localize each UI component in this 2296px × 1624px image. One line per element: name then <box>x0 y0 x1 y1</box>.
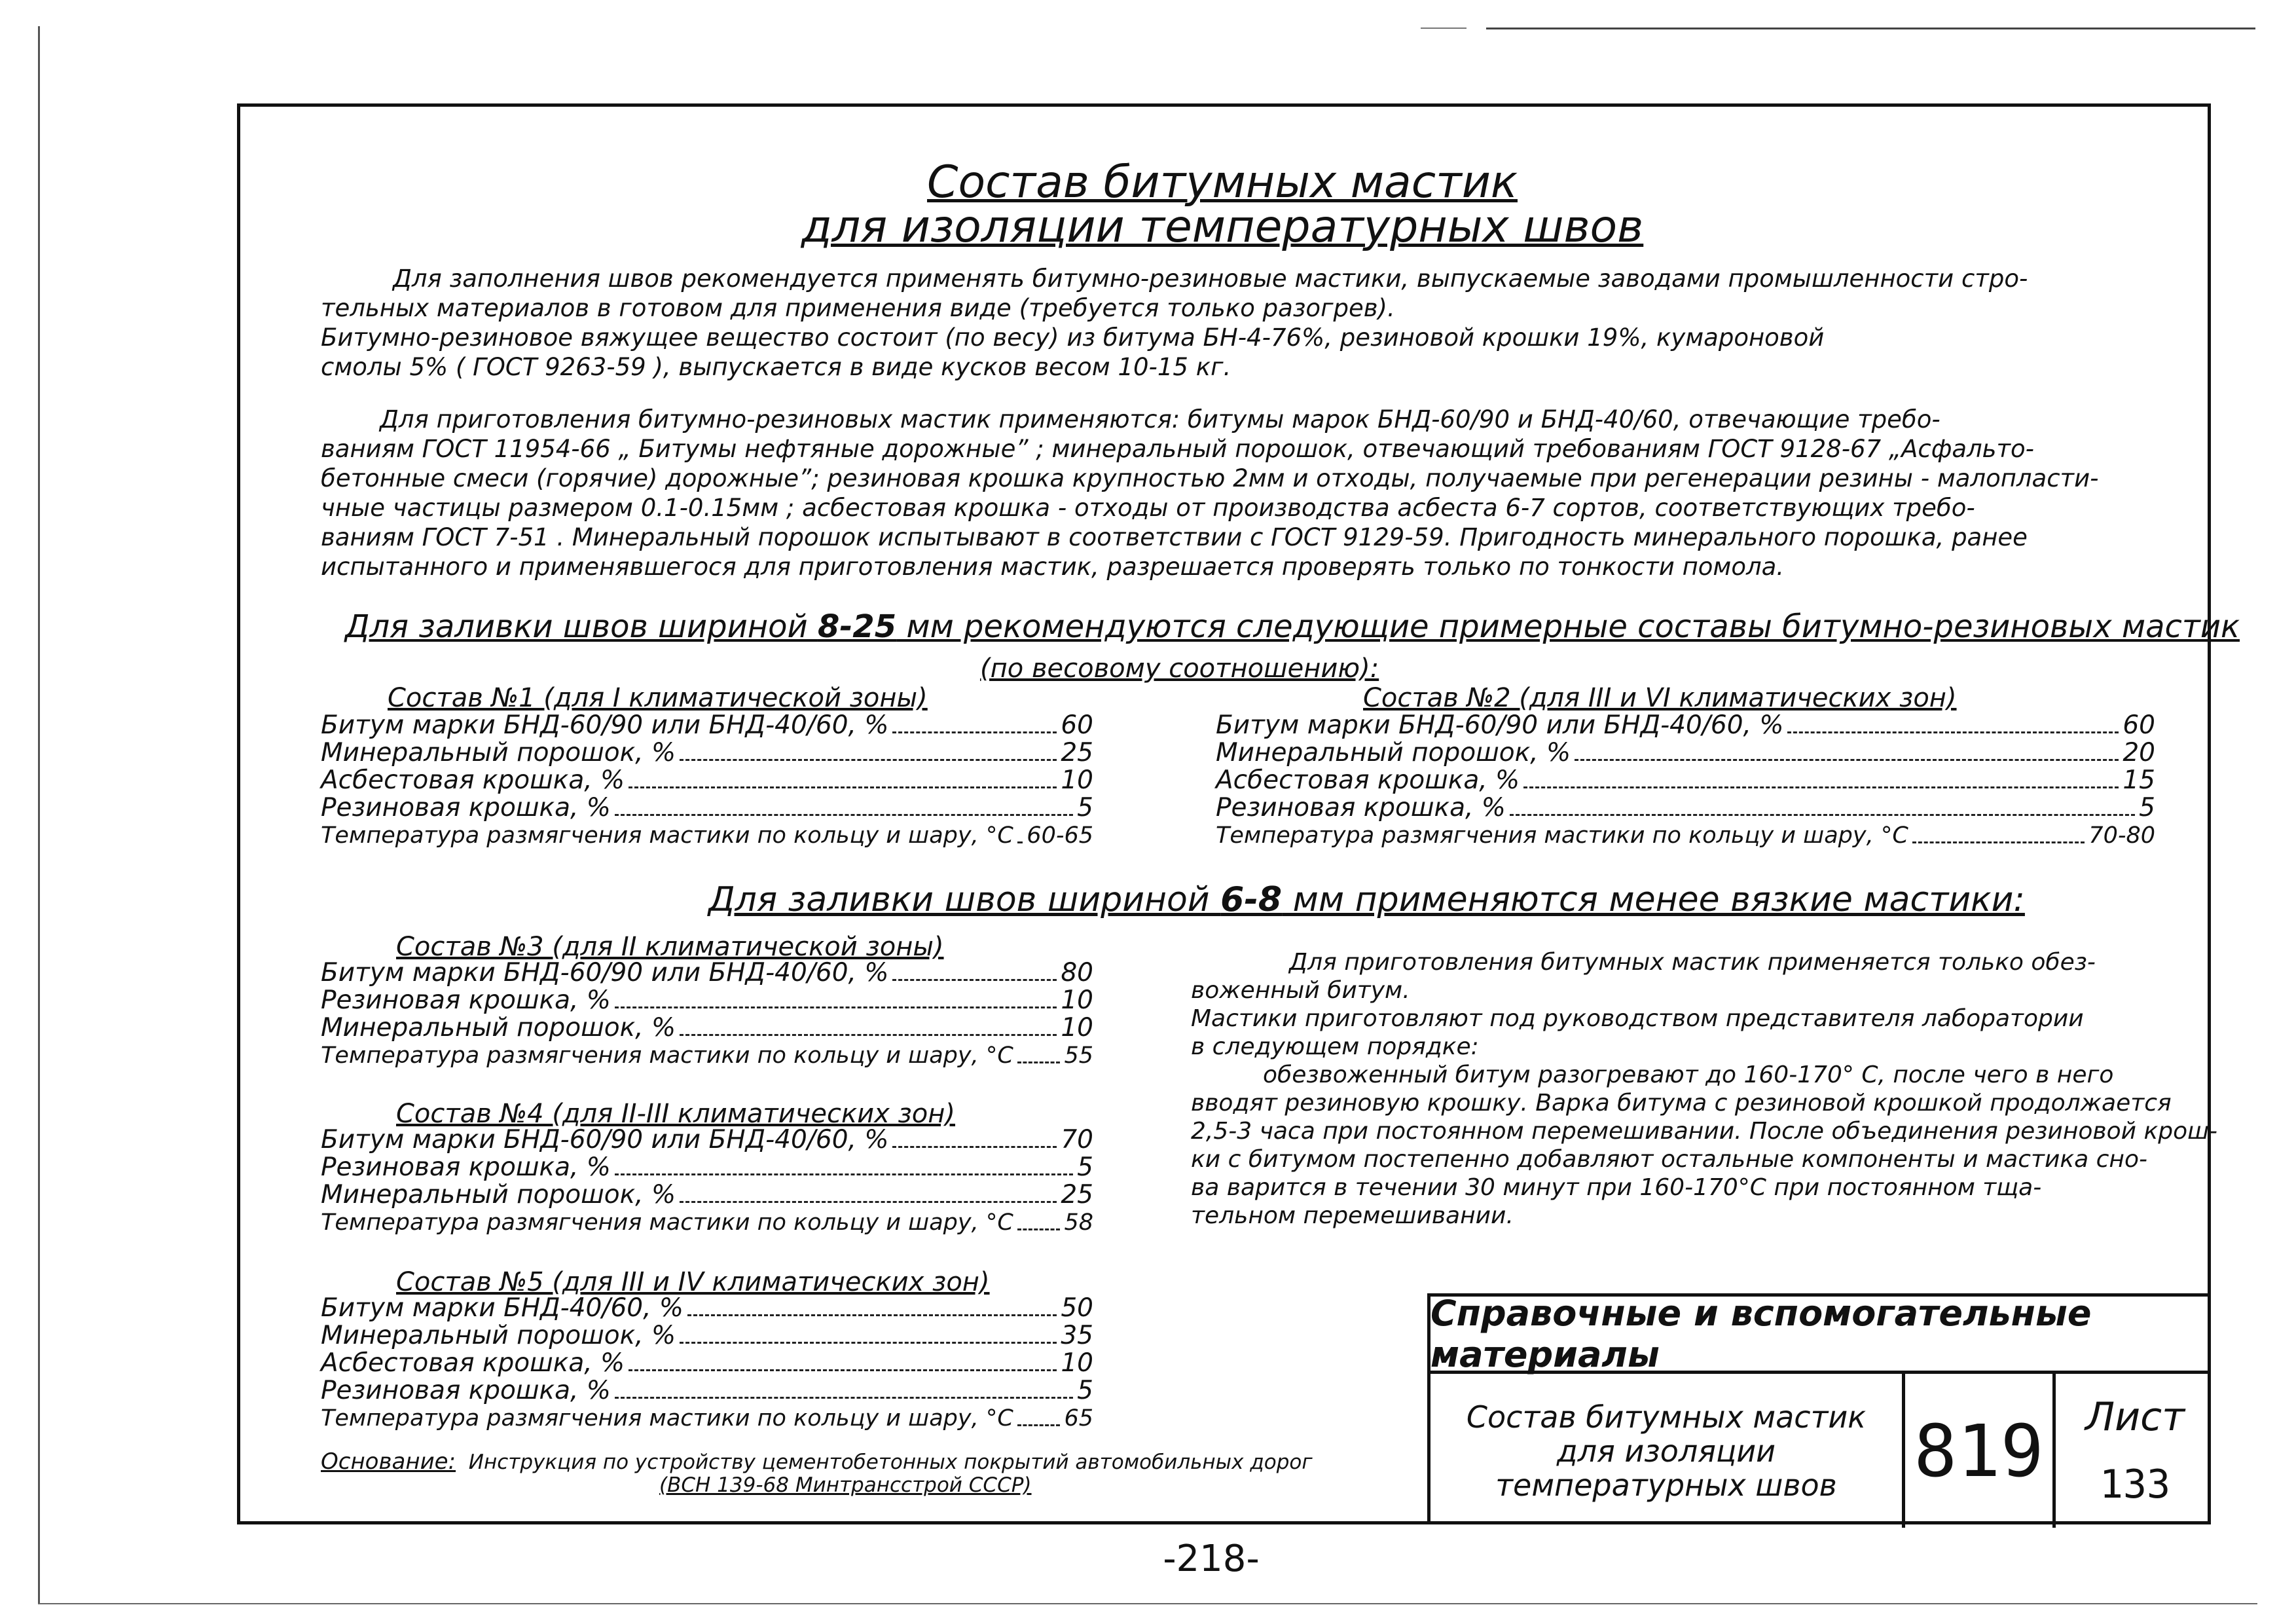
row-value: 60 <box>2123 710 2155 740</box>
row-label: Температура размягчения мастики по кольцу и шару, °С <box>1216 822 1908 849</box>
section-2-heading-part: Для заливки швов шириной <box>708 880 1221 919</box>
leader-dashes <box>680 1034 1057 1036</box>
section-1-width-range: 8-25 <box>817 608 897 645</box>
composition-4-row <box>321 1182 1093 1208</box>
composition-1-row <box>321 740 1093 766</box>
leader-dashes <box>1017 1424 1061 1426</box>
row-value: 25 <box>1061 1180 1093 1209</box>
composition-4-row <box>321 1154 1093 1181</box>
row-label: Асбестовая крошка, % <box>321 1348 625 1378</box>
composition-5-title: Состав №5 (для III и IV климатических зон) <box>396 1267 990 1297</box>
row-label: Минеральный порошок, % <box>321 738 676 767</box>
basis-label: Основание: <box>321 1449 456 1475</box>
preparation-line: Для приготовления битумных мастик применяется только обез- <box>1289 949 2096 976</box>
leader-dashes <box>1575 759 2119 761</box>
section-1-heading-part: Для заливки швов шириной <box>345 608 818 645</box>
composition-3-row <box>321 960 1093 986</box>
bottom-edge-line <box>38 1603 2257 1604</box>
row-value: 10 <box>1061 766 1093 795</box>
leader-dashes <box>892 1146 1057 1148</box>
row-label: Температура размягчения мастики по кольцу и шару, °С <box>321 1043 1013 1069</box>
composition-5-row <box>321 1378 1093 1404</box>
title-line-1: Состав битумных мастик <box>927 157 1518 208</box>
leader-dashes <box>629 1369 1057 1371</box>
preparation-line: в следующем порядке: <box>1191 1033 1479 1060</box>
section-2-heading <box>708 880 2025 919</box>
intro-p2-line: ваниям ГОСТ 7-51 . Минеральный порошок испытывают в соответствии с ГОСТ 9129-59. Пригодность минерального порошка, ранее <box>321 523 2028 551</box>
row-value: 25 <box>1061 738 1093 767</box>
section-2-heading-part: мм применяются менее вязкие мастики: <box>1282 880 2025 919</box>
sheet-number: 133 <box>2099 1462 2171 1508</box>
leader-dashes <box>892 979 1057 981</box>
row-label: Резиновая крошка, % <box>321 793 611 822</box>
leader-dashes <box>629 786 1057 788</box>
row-label: Асбестовая крошка, % <box>321 766 625 795</box>
leader-dashes <box>687 1314 1057 1316</box>
preparation-line: ва варится в течении 30 минут при 160-170°С при постоянном тща- <box>1191 1174 2042 1201</box>
composition-2-row <box>1216 767 2155 794</box>
leader-dashes <box>1510 814 2135 816</box>
leader-dashes <box>1017 1228 1061 1230</box>
top-edge-line-short <box>1421 28 1467 29</box>
sheet-label: Лист <box>2085 1393 2185 1440</box>
row-label: Минеральный порошок, % <box>321 1180 676 1209</box>
composition-5-row <box>321 1295 1093 1321</box>
composition-2-title: Состав №2 (для III и VI климатических зон) <box>1363 683 1957 713</box>
row-value: 5 <box>1077 1153 1093 1182</box>
section-1-heading <box>345 608 2240 645</box>
row-label: Температура размягчения мастики по кольцу и шару, °С <box>321 1405 1013 1431</box>
composition-3-row <box>321 1015 1093 1041</box>
composition-3-row <box>321 1043 1093 1069</box>
preparation-line: Мастики приготовляют под руководством представителя лаборатории <box>1191 1005 2084 1032</box>
composition-1-row <box>321 712 1093 739</box>
title-block-sheet-name <box>1430 1374 1905 1528</box>
leader-dashes <box>1523 786 2119 788</box>
section-1-heading-part: мм рекомендуются следующие примерные составы битумно-резиновых мастик <box>896 608 2240 645</box>
leader-dashes <box>892 731 1057 733</box>
intro-p1-line: смолы 5% ( ГОСТ 9263-59 ), выпускается в виде кусков весом 10-15 кг. <box>321 353 1231 381</box>
preparation-text <box>1191 948 2217 1230</box>
composition-4-row <box>321 1209 1093 1236</box>
row-value: 65 <box>1064 1405 1093 1431</box>
row-label: Битум марки БНД-60/90 или БНД-40/60, % <box>321 1125 889 1154</box>
row-value: 50 <box>1061 1293 1093 1323</box>
composition-4-title: Состав №4 (для II-III климатических зон) <box>396 1099 955 1129</box>
composition-2-row <box>1216 740 2155 766</box>
row-value: 35 <box>1061 1321 1093 1350</box>
row-label: Битум марки БНД-60/90 или БНД-40/60, % <box>321 958 889 987</box>
title-block-sheet <box>2056 1374 2214 1528</box>
top-edge-line <box>1486 28 2255 29</box>
sheet-name-line: для изоляции <box>1556 1433 1776 1469</box>
row-value: 5 <box>1077 1376 1093 1405</box>
leader-dashes <box>1912 841 2085 843</box>
section-1-subheading: (по весовому соотношению): <box>980 654 1379 684</box>
row-value: 10 <box>1061 1348 1093 1378</box>
composition-1-row <box>321 822 1093 849</box>
row-label: Резиновая крошка, % <box>1216 793 1506 822</box>
row-value: 10 <box>1061 1013 1093 1043</box>
row-value: 80 <box>1061 958 1093 987</box>
intro-p2-line: ваниям ГОСТ 11954-66 „ Битумы нефтяные дорожные” ; минеральный порошок, отвечающий требованиям ГОСТ 9128-67 „Асфальто- <box>321 435 2035 463</box>
composition-3-title: Состав №3 (для II климатической зоны) <box>396 932 944 962</box>
row-label: Резиновая крошка, % <box>321 1376 611 1405</box>
composition-5-row <box>321 1350 1093 1376</box>
sheet-name-line: температурных швов <box>1495 1467 1837 1503</box>
intro-p1-line: Битумно-резиновое вяжущее вещество состоит (по весу) из битума БН-4-76%, резиновой крошки 19%, кумароновой <box>321 323 1825 352</box>
leader-dashes <box>680 1342 1057 1344</box>
intro-p2-line: чные частицы размером 0.1-0.15мм ; асбестовая крошка - отходы от производства асбеста 6-7 сортов, соответствующих требо- <box>321 494 1975 522</box>
row-value: 70-80 <box>2088 822 2155 849</box>
row-label: Битум марки БНД-60/90 или БНД-40/60, % <box>321 710 889 740</box>
preparation-line: ки с битумом постепенно добавляют остальные компоненты и мастика сно- <box>1191 1146 2147 1173</box>
preparation-line: тельном перемешивании. <box>1191 1202 1514 1229</box>
preparation-line: 2,5-3 часа при постоянном перемешивании. После объединения резиновой крош- <box>1191 1118 2218 1145</box>
intro-paragraph-2 <box>321 405 2099 581</box>
composition-1-row <box>321 795 1093 821</box>
composition-1-row <box>321 767 1093 794</box>
row-value: 60 <box>1061 710 1093 740</box>
leader-dashes <box>615 1173 1073 1175</box>
composition-5-row <box>321 1323 1093 1349</box>
intro-p2-line: бетонные смеси (горячие) дорожные”; резиновая крошка крупностью 2мм и отходы, получаемые при регенерации резины - малопласти- <box>321 464 2099 492</box>
left-binding-line <box>38 26 40 1604</box>
row-value: 5 <box>2139 793 2155 822</box>
leader-dashes <box>615 1397 1073 1399</box>
intro-p2-line: Для приготовления битумно-резиновых мастик применяются: битумы марок БНД-60/90 и БНД-40/60, отвечающие требо- <box>380 405 1941 434</box>
basis-text: Инструкция по устройству цементобетонных покрытий автомобильных дорог <box>468 1450 1313 1474</box>
leader-dashes <box>680 1201 1057 1203</box>
row-value: 60-65 <box>1027 822 1093 849</box>
composition-5-row <box>321 1405 1093 1431</box>
title-block-header: Справочные и вспомогательные материалы <box>1430 1297 2211 1374</box>
row-label: Битум марки БНД-60/90 или БНД-40/60, % <box>1216 710 1784 740</box>
leader-dashes <box>680 759 1057 761</box>
leader-dashes <box>1787 731 2119 733</box>
row-value: 55 <box>1064 1043 1093 1069</box>
row-label: Температура размягчения мастики по кольцу и шару, °С <box>321 1209 1013 1236</box>
title-line-2: для изоляции температурных швов <box>801 201 1644 253</box>
row-label: Асбестовая крошка, % <box>1216 766 1520 795</box>
row-value: 10 <box>1061 986 1093 1015</box>
row-label: Минеральный порошок, % <box>321 1013 676 1043</box>
preparation-line: обезвоженный битум разогревают до 160-170° С, после чего в него <box>1263 1061 2114 1088</box>
composition-2-row <box>1216 712 2155 739</box>
intro-p2-line: испытанного и применявшегося для приготовления мастик, разрешается проверять только по тонкости помола. <box>321 553 1785 581</box>
leader-dashes <box>615 1006 1057 1008</box>
leader-dashes <box>1017 1061 1061 1063</box>
intro-p1-line: Для заполнения швов рекомендуется применять битумно-резиновые мастики, выпускаемые заводами промышленности стро- <box>393 265 2028 293</box>
intro-paragraph-1 <box>321 264 2028 382</box>
row-label: Минеральный порошок, % <box>1216 738 1571 767</box>
row-label: Резиновая крошка, % <box>321 1153 611 1182</box>
row-label: Температура размягчения мастики по кольцу и шару, °С <box>321 822 1013 849</box>
preparation-line: вводят резиновую крошку. Варка битума с резиновой крошкой продолжается <box>1191 1090 2172 1116</box>
leader-dashes <box>615 814 1073 816</box>
title-block <box>1427 1293 2211 1524</box>
row-value: 70 <box>1061 1125 1093 1154</box>
row-value: 15 <box>2123 766 2155 795</box>
row-value: 5 <box>1077 793 1093 822</box>
composition-1-title: Состав №1 (для I климатической зоны) <box>388 683 928 713</box>
section-2-width-range: 6-8 <box>1220 880 1283 919</box>
row-label: Минеральный порошок, % <box>321 1321 676 1350</box>
row-value: 58 <box>1064 1209 1093 1236</box>
leader-dashes <box>1017 841 1023 843</box>
intro-p1-line: тельных материалов в готовом для применения виде (требуется только разогрев). <box>321 294 1395 322</box>
composition-4-row <box>321 1127 1093 1153</box>
sheet-name-line: Состав битумных мастик <box>1466 1399 1867 1435</box>
composition-2-row <box>1216 795 2155 821</box>
page-number: -218- <box>1163 1538 1260 1580</box>
composition-3-row <box>321 987 1093 1014</box>
composition-2-row <box>1216 822 2155 849</box>
title-block-number: 819 <box>1905 1374 2056 1528</box>
row-label: Резиновая крошка, % <box>321 986 611 1015</box>
row-label: Битум марки БНД-40/60, % <box>321 1293 683 1323</box>
basis-line <box>321 1450 1313 1473</box>
basis-reference: (ВСН 139-68 Минтрансстрой СССР) <box>659 1473 1032 1497</box>
row-value: 20 <box>2123 738 2155 767</box>
preparation-line: воженный битум. <box>1191 977 1410 1004</box>
